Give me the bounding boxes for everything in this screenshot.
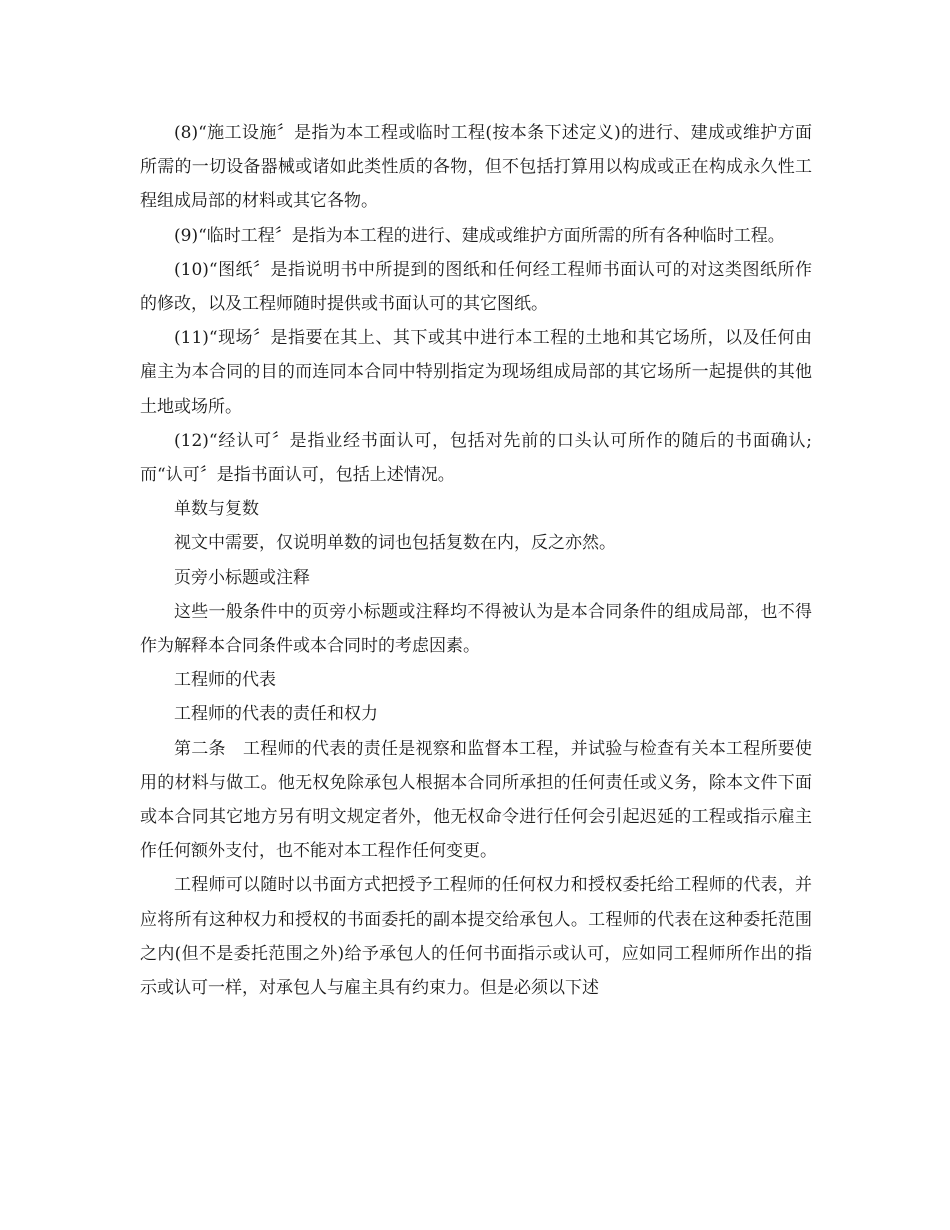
- singular-plural-paragraph: 视文中需要，仅说明单数的词也包括复数在内，反之亦然。: [174, 533, 616, 554]
- article-2-paragraph: 第二条 工程师的代表的责任是视察和监督本工程，并试验与检查有关本工程所要使用的材料与做工。他无权免除承包人根据本合同所承担的任何责任或义务，除本文件下面或本合同其它地方另有明文规定者外，他无权命令进行任何会引起迟延的工程或指示雇主作任何额外支付，也不能对本工程作任何变更。: [140, 738, 812, 862]
- delegation-paragraph: 工程师可以随时以书面方式把授予工程师的任何权力和授权委托给工程师的代表，并应将所有这种权力和授权的书面委托的副本提交给承包人。工程师的代表在这种委托范围之内(但不是委托范围之外)给予承包人的任何书面指示或认可，应如同工程师所作出的指示或认可一样，对承包人与雇主具有约束力。但是必须以下述: [140, 875, 812, 999]
- section-heading-marginal-notes: 页旁小标题或注释: [174, 567, 310, 588]
- document-body: [140, 116, 812, 1005]
- definition-paragraph-9: (9)“临时工程〞是指为本工程的进行、建成或维护方面所需的所有各种临时工程。: [174, 225, 785, 246]
- subheading-duties-and-powers: 工程师的代表的责任和权力: [174, 704, 378, 725]
- marginal-notes-paragraph: 这些一般条件中的页旁小标题或注释均不得被认为是本合同条件的组成局部，也不得作为解释本合同条件或本合同时的考虑因素。: [140, 601, 812, 657]
- definition-paragraph-11: (11)“现场〞是指要在其上、其下或其中进行本工程的土地和其它场所，以及任何由雇主为本合同的目的而连同本合同中特别指定为现场组成局部的其它场所一起提供的其他土地或场所。: [140, 328, 812, 417]
- definition-paragraph-8: (8)“施工设施〞是指为本工程或临时工程(按本条下述定义)的进行、建成或维护方面所需的一切设备器械或诸如此类性质的各物，但不包括打算用以构成或正在构成永久性工程组成局部的材料或其它各物。: [140, 123, 812, 212]
- section-heading-singular-plural: 单数与复数: [174, 499, 259, 520]
- definition-paragraph-12: (12)“经认可〞是指业经书面认可，包括对先前的口头认可所作的随后的书面确认;而“认可〞是指书面认可，包括上述情况。: [140, 430, 812, 486]
- definition-paragraph-10: (10)“图纸〞是指说明书中所提到的图纸和任何经工程师书面认可的对这类图纸所作的修改，以及工程师随时提供或书面认可的其它图纸。: [140, 259, 812, 315]
- section-heading-engineers-representative: 工程师的代表: [174, 670, 276, 691]
